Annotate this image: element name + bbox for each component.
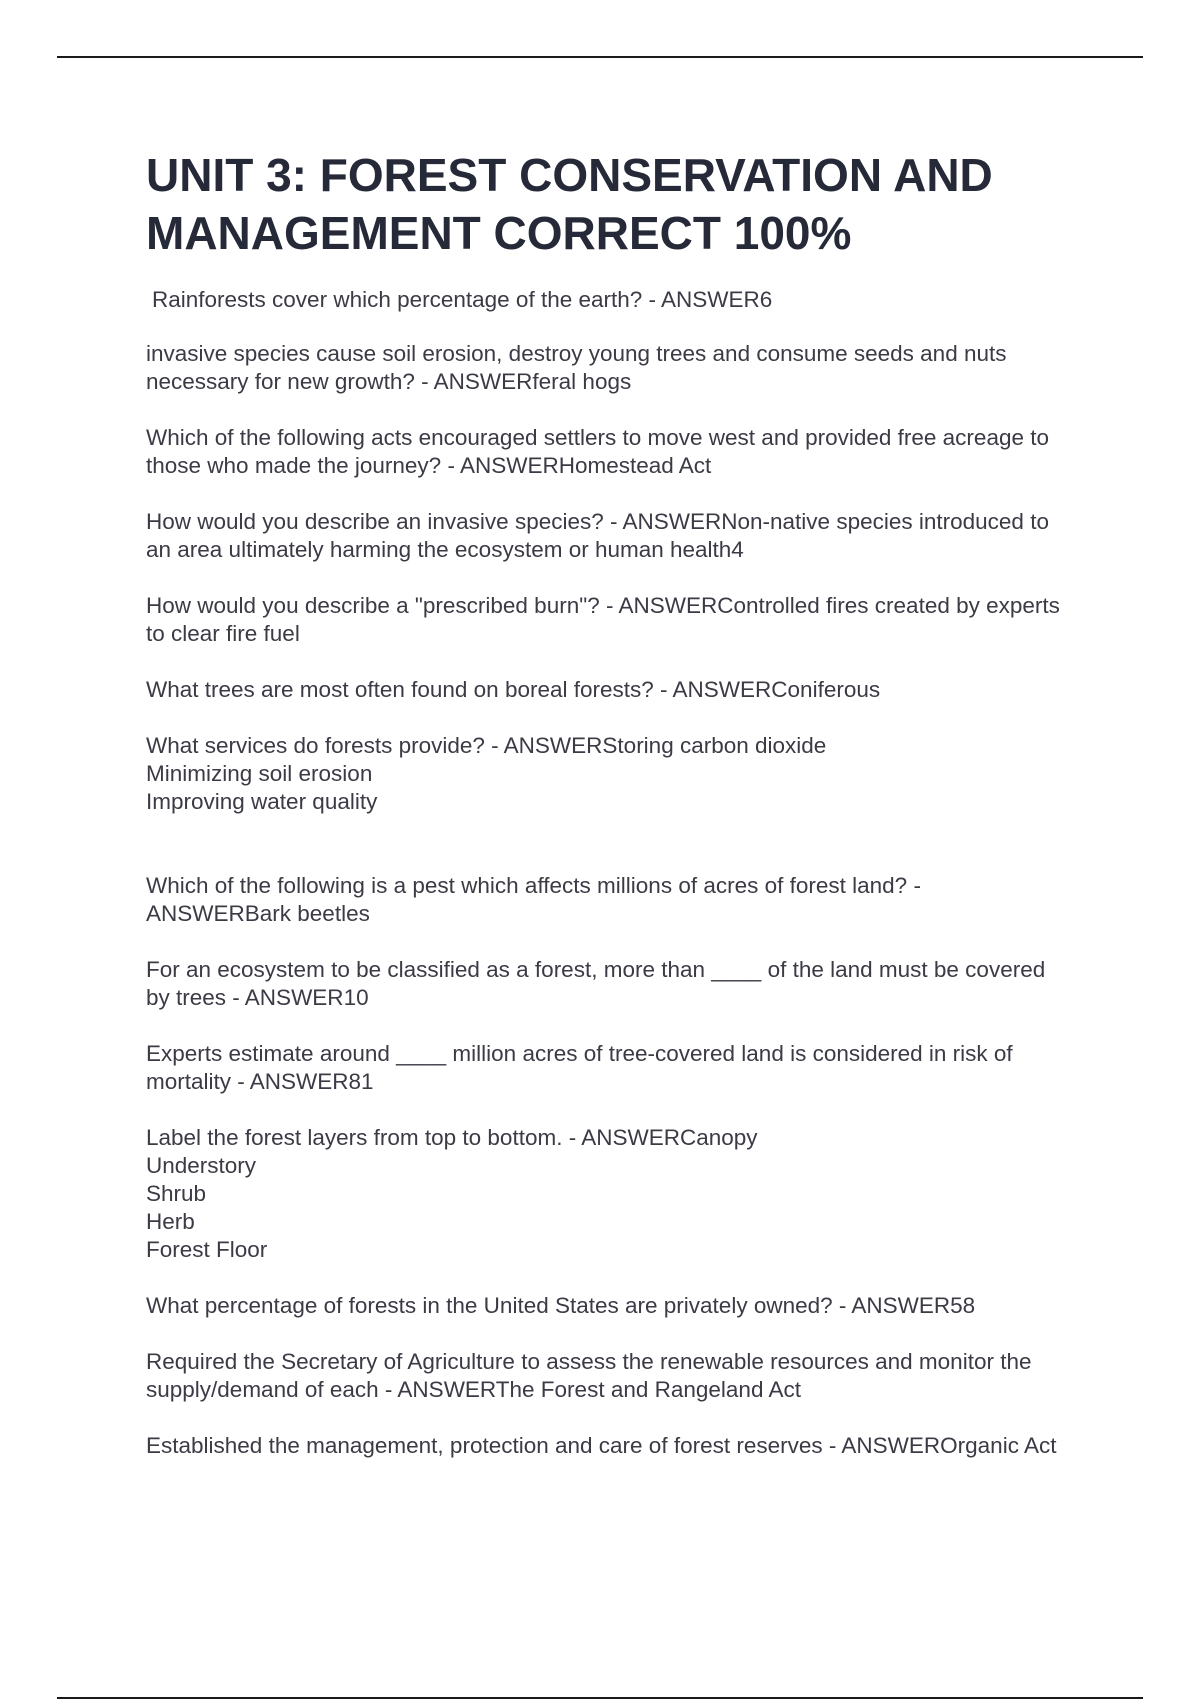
- qa-item: [146, 956, 1066, 1012]
- question-text: Which of the following acts encouraged settlers to move west and provided free acreage to those who made the journey?: [146, 425, 1049, 478]
- question-text: Rainforests cover which percentage of the earth?: [152, 287, 643, 312]
- answer-text: 6: [759, 287, 773, 312]
- answer-separator: - ANSWER: [599, 593, 718, 618]
- answer-separator: - ANSWER: [822, 1433, 941, 1458]
- answer-text: Homestead Act: [558, 453, 712, 478]
- qa-item: [146, 340, 1066, 396]
- question-text: What percentage of forests in the United States are privately owned?: [146, 1293, 833, 1318]
- qa-item: [146, 286, 1066, 314]
- answer-separator: - ANSWER: [832, 1293, 951, 1318]
- qa-item: [146, 872, 1066, 928]
- answer-text: The Forest and Rangeland Act: [495, 1377, 801, 1402]
- qa-item: [146, 676, 1066, 704]
- answer-text: feral hogs: [532, 369, 632, 394]
- bottom-rule: [57, 1697, 1143, 1699]
- question-text: Required the Secretary of Agriculture to assess the renewable resources and monitor the supply/demand of each: [146, 1349, 1032, 1402]
- question-text: invasive species cause soil erosion, destroy young trees and consume seeds and nuts necessary for new growth?: [146, 341, 1007, 394]
- answer-text: Canopy Understory Shrub Herb Forest Floor: [146, 1125, 758, 1262]
- qa-item: [146, 1124, 1066, 1264]
- answer-text: Bark beetles: [244, 901, 370, 926]
- qa-item: [146, 424, 1066, 480]
- question-text: Established the management, protection and care of forest reserves: [146, 1433, 823, 1458]
- answer-separator: - ANSWER: [414, 369, 533, 394]
- question-text: Experts estimate around ____ million acres of tree-covered land is considered in risk of mortality: [146, 1041, 1013, 1094]
- answer-separator: - ANSWER: [226, 985, 344, 1010]
- question-text: Label the forest layers from top to bottom.: [146, 1125, 563, 1150]
- qa-item: [146, 1432, 1066, 1460]
- answer-text: 58: [950, 1293, 976, 1318]
- top-rule: [57, 56, 1143, 58]
- answer-separator: - ANSWER: [603, 509, 722, 534]
- document-body: [146, 146, 1066, 1488]
- answer-text: 81: [348, 1069, 374, 1094]
- question-text: How would you describe an invasive species?: [146, 509, 604, 534]
- answer-text: Controlled fires created by experts to clear fire fuel: [146, 593, 1060, 646]
- qa-item: [146, 1348, 1066, 1404]
- answer-separator: - ANSWER: [642, 287, 760, 312]
- question-text: What services do forests provide?: [146, 733, 485, 758]
- answer-text: Coniferous: [771, 677, 881, 702]
- question-text: What trees are most often found on boreal forests?: [146, 677, 654, 702]
- qa-item: [146, 1292, 1066, 1320]
- question-text: How would you describe a "prescribed burn"?: [146, 593, 600, 618]
- answer-separator: - ANSWER: [562, 1125, 680, 1150]
- answer-text: Storing carbon dioxide Minimizing soil erosion Improving water quality: [146, 733, 827, 814]
- answer-separator: - ANSWER: [653, 677, 772, 702]
- qa-item: [146, 732, 1066, 816]
- answer-separator: - ANSWER: [146, 873, 921, 926]
- answer-separator: - ANSWER: [378, 1377, 496, 1402]
- qa-list: [146, 286, 1066, 1460]
- answer-text: Non-native species introduced to an area ultimately harming the ecosystem or human health4: [146, 509, 1049, 562]
- question-text: For an ecosystem to be classified as a forest, more than ____ of the land must be covered by trees: [146, 957, 1046, 1010]
- page-title: UNIT 3: FOREST CONSERVATION AND MANAGEMENT CORRECT 100%: [146, 149, 993, 259]
- answer-text: 10: [343, 985, 369, 1010]
- answer-text: Organic Act: [940, 1433, 1057, 1458]
- question-text: Which of the following is a pest which affects millions of acres of forest land?: [146, 873, 908, 898]
- answer-separator: - ANSWER: [484, 733, 603, 758]
- qa-item: [146, 592, 1066, 648]
- answer-separator: - ANSWER: [231, 1069, 349, 1094]
- qa-item: [146, 1040, 1066, 1096]
- answer-separator: - ANSWER: [441, 453, 559, 478]
- qa-item: [146, 508, 1066, 564]
